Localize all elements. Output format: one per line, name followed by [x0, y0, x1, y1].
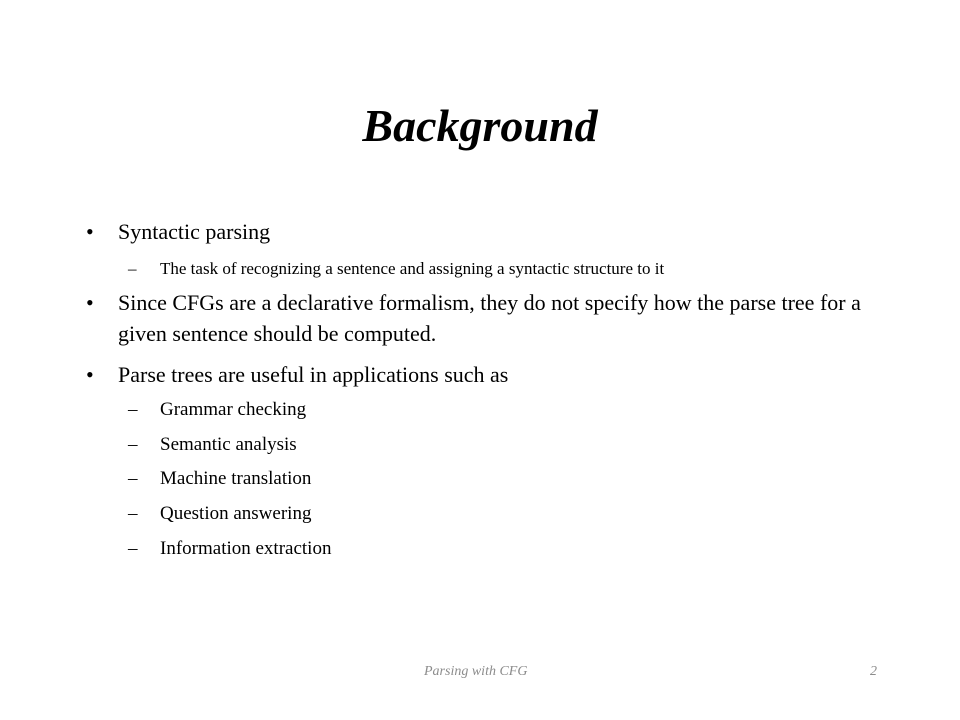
dash-marker: –	[128, 538, 138, 559]
sub-item-text: Information extraction	[160, 538, 332, 559]
bullet-marker: •	[86, 362, 94, 387]
bullet-item	[86, 287, 876, 349]
dash-marker: –	[128, 259, 137, 278]
footer-title: Parsing with CFG	[424, 664, 528, 679]
sub-item	[128, 501, 888, 527]
sub-item-text: Question answering	[160, 503, 312, 524]
sub-item	[128, 536, 888, 562]
bullet-marker: •	[86, 219, 94, 244]
sub-item	[128, 256, 888, 282]
dash-marker: –	[128, 434, 138, 455]
sub-item	[128, 466, 888, 492]
sub-item-text: Machine translation	[160, 468, 312, 489]
bullet-text: Since CFGs are a declarative formalism, they do not specify how the parse tree for a given sentence should be computed.	[118, 290, 861, 346]
sub-item-text: The task of recognizing a sentence and assigning a syntactic structure to it	[160, 259, 665, 278]
bullet-marker: •	[86, 290, 94, 315]
sub-item	[128, 397, 888, 423]
dash-marker: –	[128, 503, 138, 524]
bullet-text: Parse trees are useful in applications such as	[118, 362, 509, 387]
bullet-item	[86, 216, 876, 247]
bullet-text: Syntactic parsing	[118, 219, 271, 244]
sub-item-text: Grammar checking	[160, 399, 307, 420]
slide-title: Background	[362, 100, 598, 151]
dash-marker: –	[128, 399, 138, 420]
sub-item	[128, 432, 888, 458]
bullet-item	[86, 359, 876, 390]
dash-marker: –	[128, 468, 138, 489]
sub-item-text: Semantic analysis	[160, 434, 297, 455]
page-number: 2	[870, 664, 877, 679]
